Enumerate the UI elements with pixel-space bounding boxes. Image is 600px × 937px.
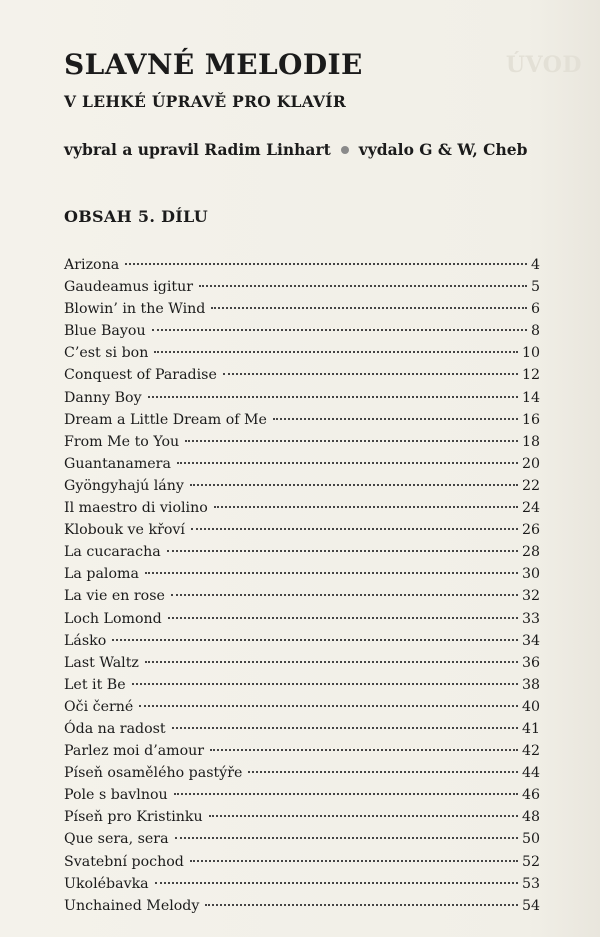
toc-entry-title: Klobouk ve křoví (64, 522, 185, 539)
dot-leader (185, 440, 518, 442)
toc-entry-page: 48 (521, 809, 540, 826)
toc-entry-title: Blowin’ in the Wind (64, 301, 206, 318)
toc-entry-page: 50 (521, 831, 540, 848)
dot-leader (152, 329, 527, 331)
toc-entry-page: 41 (521, 720, 540, 737)
dot-leader (223, 373, 518, 375)
dot-leader (175, 837, 518, 839)
toc-entry-title: La paloma (64, 566, 139, 583)
toc-entry-title: Lásko (64, 632, 107, 649)
toc-entry-page: 32 (521, 588, 540, 605)
toc-entry (64, 475, 540, 497)
dot-leader (273, 418, 518, 420)
toc-entry-title: Ukolébavka (64, 875, 149, 892)
toc-entry-title: La vie en rose (64, 588, 165, 605)
toc-entry (64, 387, 540, 409)
toc-entry-title: Pole s bavlnou (64, 787, 168, 804)
dot-leader (177, 462, 518, 464)
toc-heading: OBSAH 5. DÍLU (64, 207, 208, 226)
dot-leader (209, 815, 518, 817)
toc-entry (64, 851, 540, 873)
toc-entry-page: 16 (521, 411, 540, 428)
toc-entry (64, 784, 540, 806)
toc-entry (64, 541, 540, 563)
toc-entry (64, 585, 540, 607)
dot-leader (211, 307, 527, 309)
dot-leader (172, 727, 518, 729)
toc-entry (64, 674, 540, 696)
toc-entry-page: 42 (521, 743, 540, 760)
toc-entry-page: 22 (521, 477, 540, 494)
dot-leader (125, 263, 527, 265)
toc-entry (64, 630, 540, 652)
toc-entry (64, 519, 540, 541)
toc-entry (64, 364, 540, 386)
toc-entry (64, 342, 540, 364)
toc-entry-page: 20 (521, 455, 540, 472)
publisher-credit: vydalo G & W, Cheb (358, 140, 528, 159)
toc-entry-page: 26 (521, 522, 540, 539)
toc-entry-title: Danny Boy (64, 389, 142, 406)
toc-entry-title: From Me to You (64, 433, 180, 450)
toc-entry (64, 652, 540, 674)
toc-entry-page: 28 (521, 544, 540, 561)
toc-entry-page: 8 (530, 323, 540, 340)
toc-entry (64, 453, 540, 475)
bleed-through-text: ÚVOD (505, 52, 582, 78)
toc-entry-title: Il maestro di violino (64, 500, 208, 517)
dot-leader (145, 572, 518, 574)
toc-entry-title: Parlez moi d’amour (64, 743, 205, 760)
toc-entry-page: 33 (521, 610, 540, 627)
toc-entry-page: 53 (521, 875, 540, 892)
toc-entry-page: 54 (521, 897, 540, 914)
dot-leader (139, 705, 518, 707)
toc-entry (64, 409, 540, 431)
toc-entry-page: 18 (521, 433, 540, 450)
toc-entry (64, 497, 540, 519)
dot-leader (132, 683, 518, 685)
toc-entry (64, 696, 540, 718)
toc-entry-title: Gyöngyhajú lány (64, 477, 184, 494)
toc-entry (64, 320, 540, 342)
table-of-contents (64, 254, 540, 917)
toc-entry-title: C’est si bon (64, 345, 149, 362)
dot-leader (191, 528, 518, 530)
arranger-credit: vybral a upravil Radim Linhart (64, 140, 331, 159)
toc-entry-page: 34 (521, 632, 540, 649)
page-subtitle: V LEHKÉ ÚPRAVĚ PRO KLAVÍR (64, 92, 347, 111)
dot-leader (190, 860, 518, 862)
toc-entry (64, 873, 540, 895)
dot-leader (167, 550, 518, 552)
toc-entry-title: Guantanamera (64, 455, 171, 472)
toc-entry-page: 24 (521, 500, 540, 517)
toc-entry-page: 44 (521, 765, 540, 782)
toc-entry-title: Let it Be (64, 676, 126, 693)
toc-entry (64, 740, 540, 762)
toc-entry-title: Unchained Melody (64, 897, 200, 914)
dot-leader (145, 661, 518, 663)
toc-entry-page: 12 (521, 367, 540, 384)
toc-entry-title: Arizona (64, 257, 120, 273)
toc-entry-title: Gaudeamus igitur (64, 279, 194, 296)
bullet-separator-icon (341, 146, 349, 154)
dot-leader (148, 396, 518, 398)
toc-entry-page: 14 (521, 389, 540, 406)
toc-entry-page: 40 (521, 698, 540, 715)
toc-entry-page: 38 (521, 676, 540, 693)
toc-entry (64, 806, 540, 828)
toc-entry (64, 431, 540, 453)
toc-entry-title: Oči černé (64, 698, 134, 715)
toc-entry-page: 52 (521, 853, 540, 870)
toc-entry (64, 563, 540, 585)
toc-entry (64, 828, 540, 850)
toc-entry-page: 5 (530, 279, 540, 296)
toc-entry-page: 36 (521, 654, 540, 671)
dot-leader (155, 882, 518, 884)
toc-entry (64, 718, 540, 740)
toc-entry (64, 298, 540, 320)
dot-leader (248, 771, 518, 773)
toc-entry-title: Óda na radost (64, 720, 166, 737)
dot-leader (190, 484, 518, 486)
toc-entry-title: Last Waltz (64, 654, 139, 671)
toc-entry-title: Dream a Little Dream of Me (64, 411, 267, 428)
toc-entry-page: 6 (530, 301, 540, 318)
toc-entry-page: 10 (521, 345, 540, 362)
toc-entry-page: 30 (521, 566, 540, 583)
toc-entry-title: Que sera, sera (64, 831, 169, 848)
credits-line (64, 140, 527, 159)
dot-leader (210, 749, 518, 751)
toc-entry-title: La cucaracha (64, 544, 161, 561)
dot-leader (205, 904, 518, 906)
dot-leader (199, 285, 527, 287)
toc-entry-title: Loch Lomond (64, 610, 162, 627)
toc-entry-title: Blue Bayou (64, 323, 146, 340)
toc-entry-title: Svatební pochod (64, 853, 184, 870)
dot-leader (174, 793, 518, 795)
dot-leader (171, 594, 518, 596)
toc-entry-title: Píseň pro Kristinku (64, 809, 203, 826)
dot-leader (168, 617, 518, 619)
toc-entry (64, 895, 540, 917)
toc-entry-page: 4 (530, 257, 540, 273)
toc-entry (64, 608, 540, 630)
dot-leader (214, 506, 518, 508)
toc-entry (64, 762, 540, 784)
dot-leader (154, 351, 518, 353)
toc-entry-title: Conquest of Paradise (64, 367, 217, 384)
dot-leader (112, 639, 518, 641)
toc-entry-page: 46 (521, 787, 540, 804)
toc-entry (64, 254, 540, 276)
page-title: SLAVNÉ MELODIE (64, 48, 363, 81)
toc-entry (64, 276, 540, 298)
toc-entry-title: Píseň osamělého pastýře (64, 765, 243, 782)
